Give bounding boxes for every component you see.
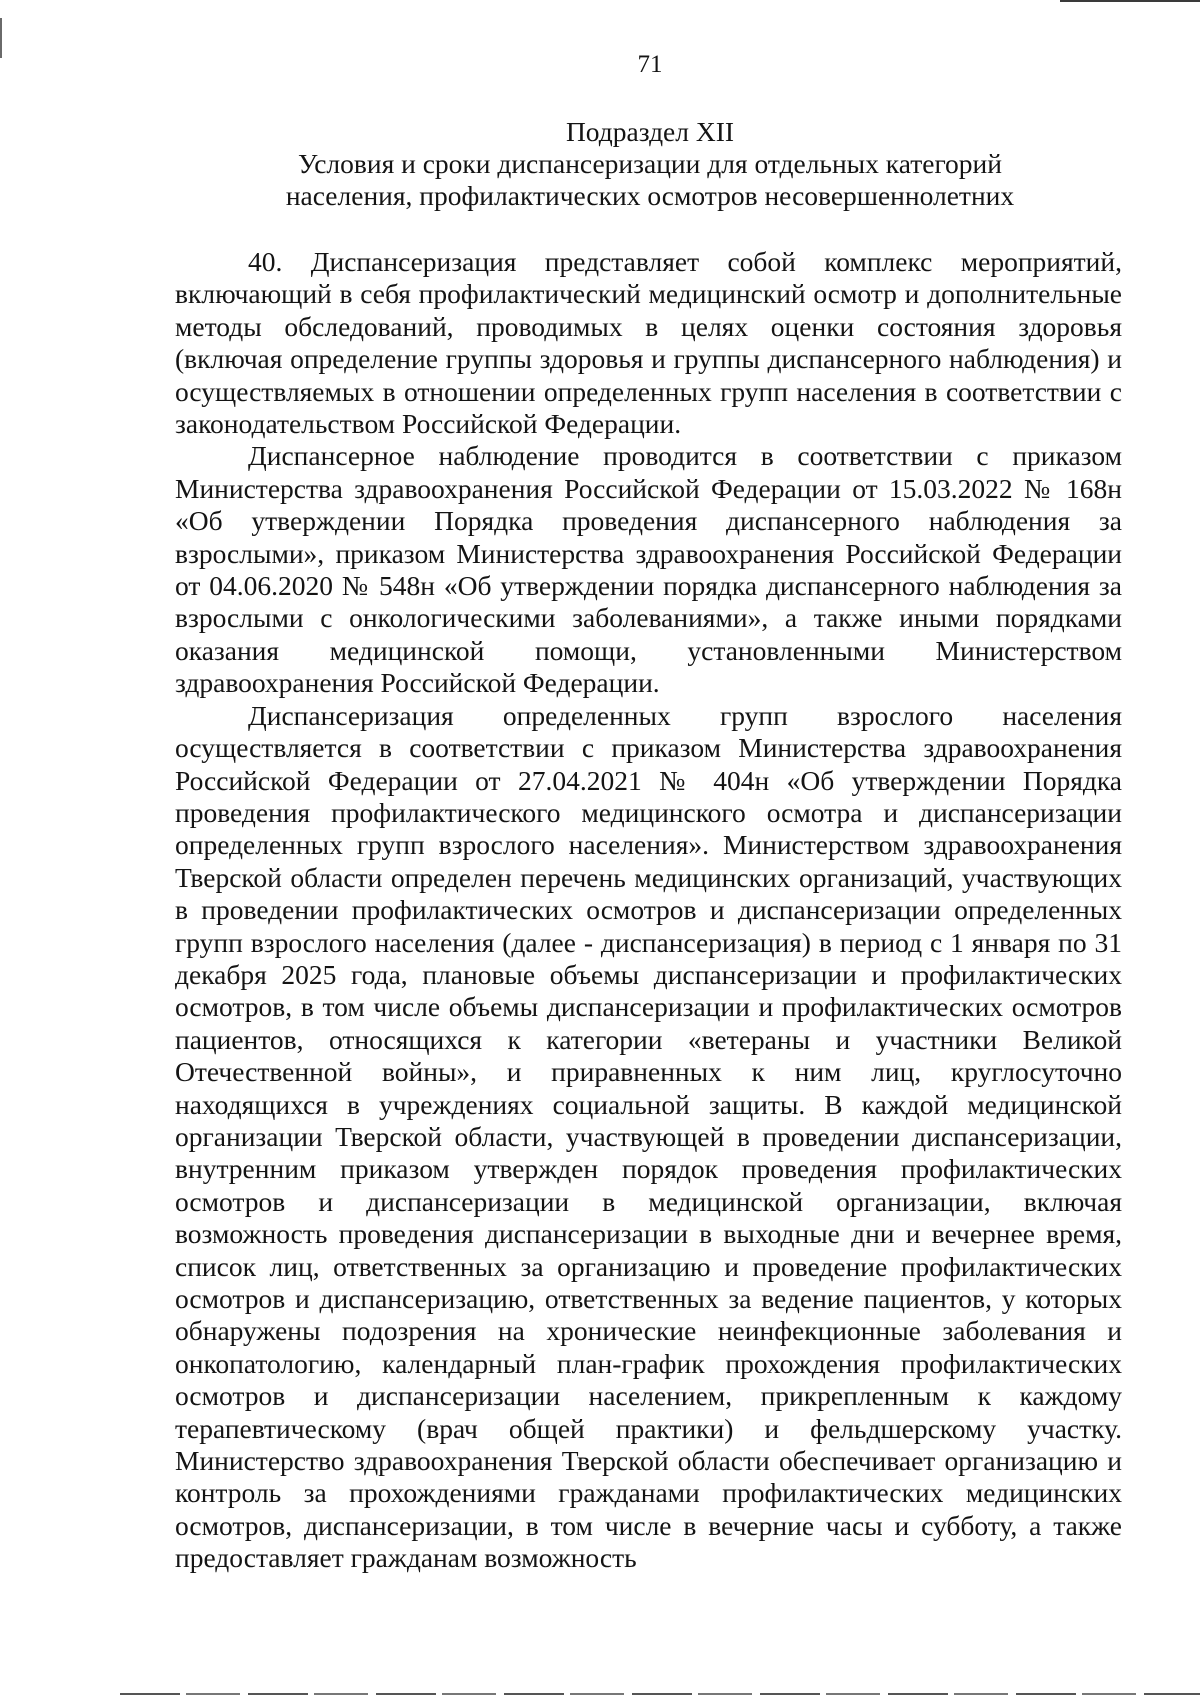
subsection-title: Подраздел XII xyxy=(565,116,735,147)
paragraph-40: 40. Диспансеризация представляет собой комплекс мероприятий, включающий в себя профилактический медицинский осмотр и дополнительные методы обследований, проводимых в целях оценки состояния здоровья (включая определение группы здоровья и группы диспансерного наблюдения) и осуществляемых в отношении определенных групп населения в соответствии с законодательством Российской Федерации. xyxy=(175,246,1122,440)
scan-border-bottom xyxy=(120,1693,1200,1695)
page-number: 71 xyxy=(637,51,663,78)
section-subtitle-line-2: населения, профилактических осмотров несовершеннолетних xyxy=(285,180,1015,211)
document-body xyxy=(175,246,1122,1575)
scan-border-top xyxy=(1060,0,1200,2)
paragraph-adult-dispensarization: Диспансеризация определенных групп взрослого населения осуществляется в соответствии с приказом Министерства здравоохранения Российской Федерации от 27.04.2021 № 404н «Об утверждении Порядка проведения профилактического медицинского осмотра и диспансеризации определенных групп взрослого населения». Министерством здравоохранения Тверской области определен перечень медицинских организаций, участвующих в проведении профилактических осмотров и диспансеризации определенных групп взрослого населения (далее - диспансеризация) в период с 1 января по 31 декабря 2025 года, плановые объемы диспансеризации и профилактических осмотров, в том числе объемы диспансеризации и профилактических осмотров пациентов, относящихся к категории «ветераны и участники Великой Отечественной войны», и приравненных к ним лиц, круглосуточно находящихся в учреждениях социальной защиты. В каждой медицинской организации Тверской области, участвующей в проведении диспансеризации, внутренним приказом утвержден порядок проведения профилактических осмотров и диспансеризации в медицинской организации, включая возможность проведения диспансеризации в выходные дни и вечернее время, список лиц, ответственных за организацию и проведение профилактических осмотров и диспансеризацию, ответственных за ведение пациентов, у которых обнаружены подозрения на хронические неинфекционные заболевания и онкопатологию, календарный план-график прохождения профилактических осмотров и диспансеризации населением, прикрепленным к каждому терапевтическому (врач общей практики) и фельдшерскому участку. Министерство здравоохранения Тверской области обеспечивает организацию и контроль за прохождениями гражданами профилактических медицинских осмотров, диспансеризации, в том числе в вечерние часы и субботу, а также предоставляет гражданам возможность xyxy=(175,699,1122,1574)
paragraph-dispensary-observation: Диспансерное наблюдение проводится в соответствии с приказом Министерства здравоохранения Российской Федерации от 15.03.2022 № 168н «Об утверждении Порядка проведения диспансерного наблюдения за взрослыми», приказом Министерства здравоохранения Российской Федерации от 04.06.2020 № 548н «Об утверждении порядка диспансерного наблюдения за взрослыми с онкологическими заболеваниями», а также иными порядками оказания медицинской помощи, установленными Министерством здравоохранения Российской Федерации. xyxy=(175,440,1122,699)
section-heading xyxy=(175,116,1125,212)
section-subtitle-line-1: Условия и сроки диспансеризации для отдельных категорий xyxy=(298,148,1002,179)
